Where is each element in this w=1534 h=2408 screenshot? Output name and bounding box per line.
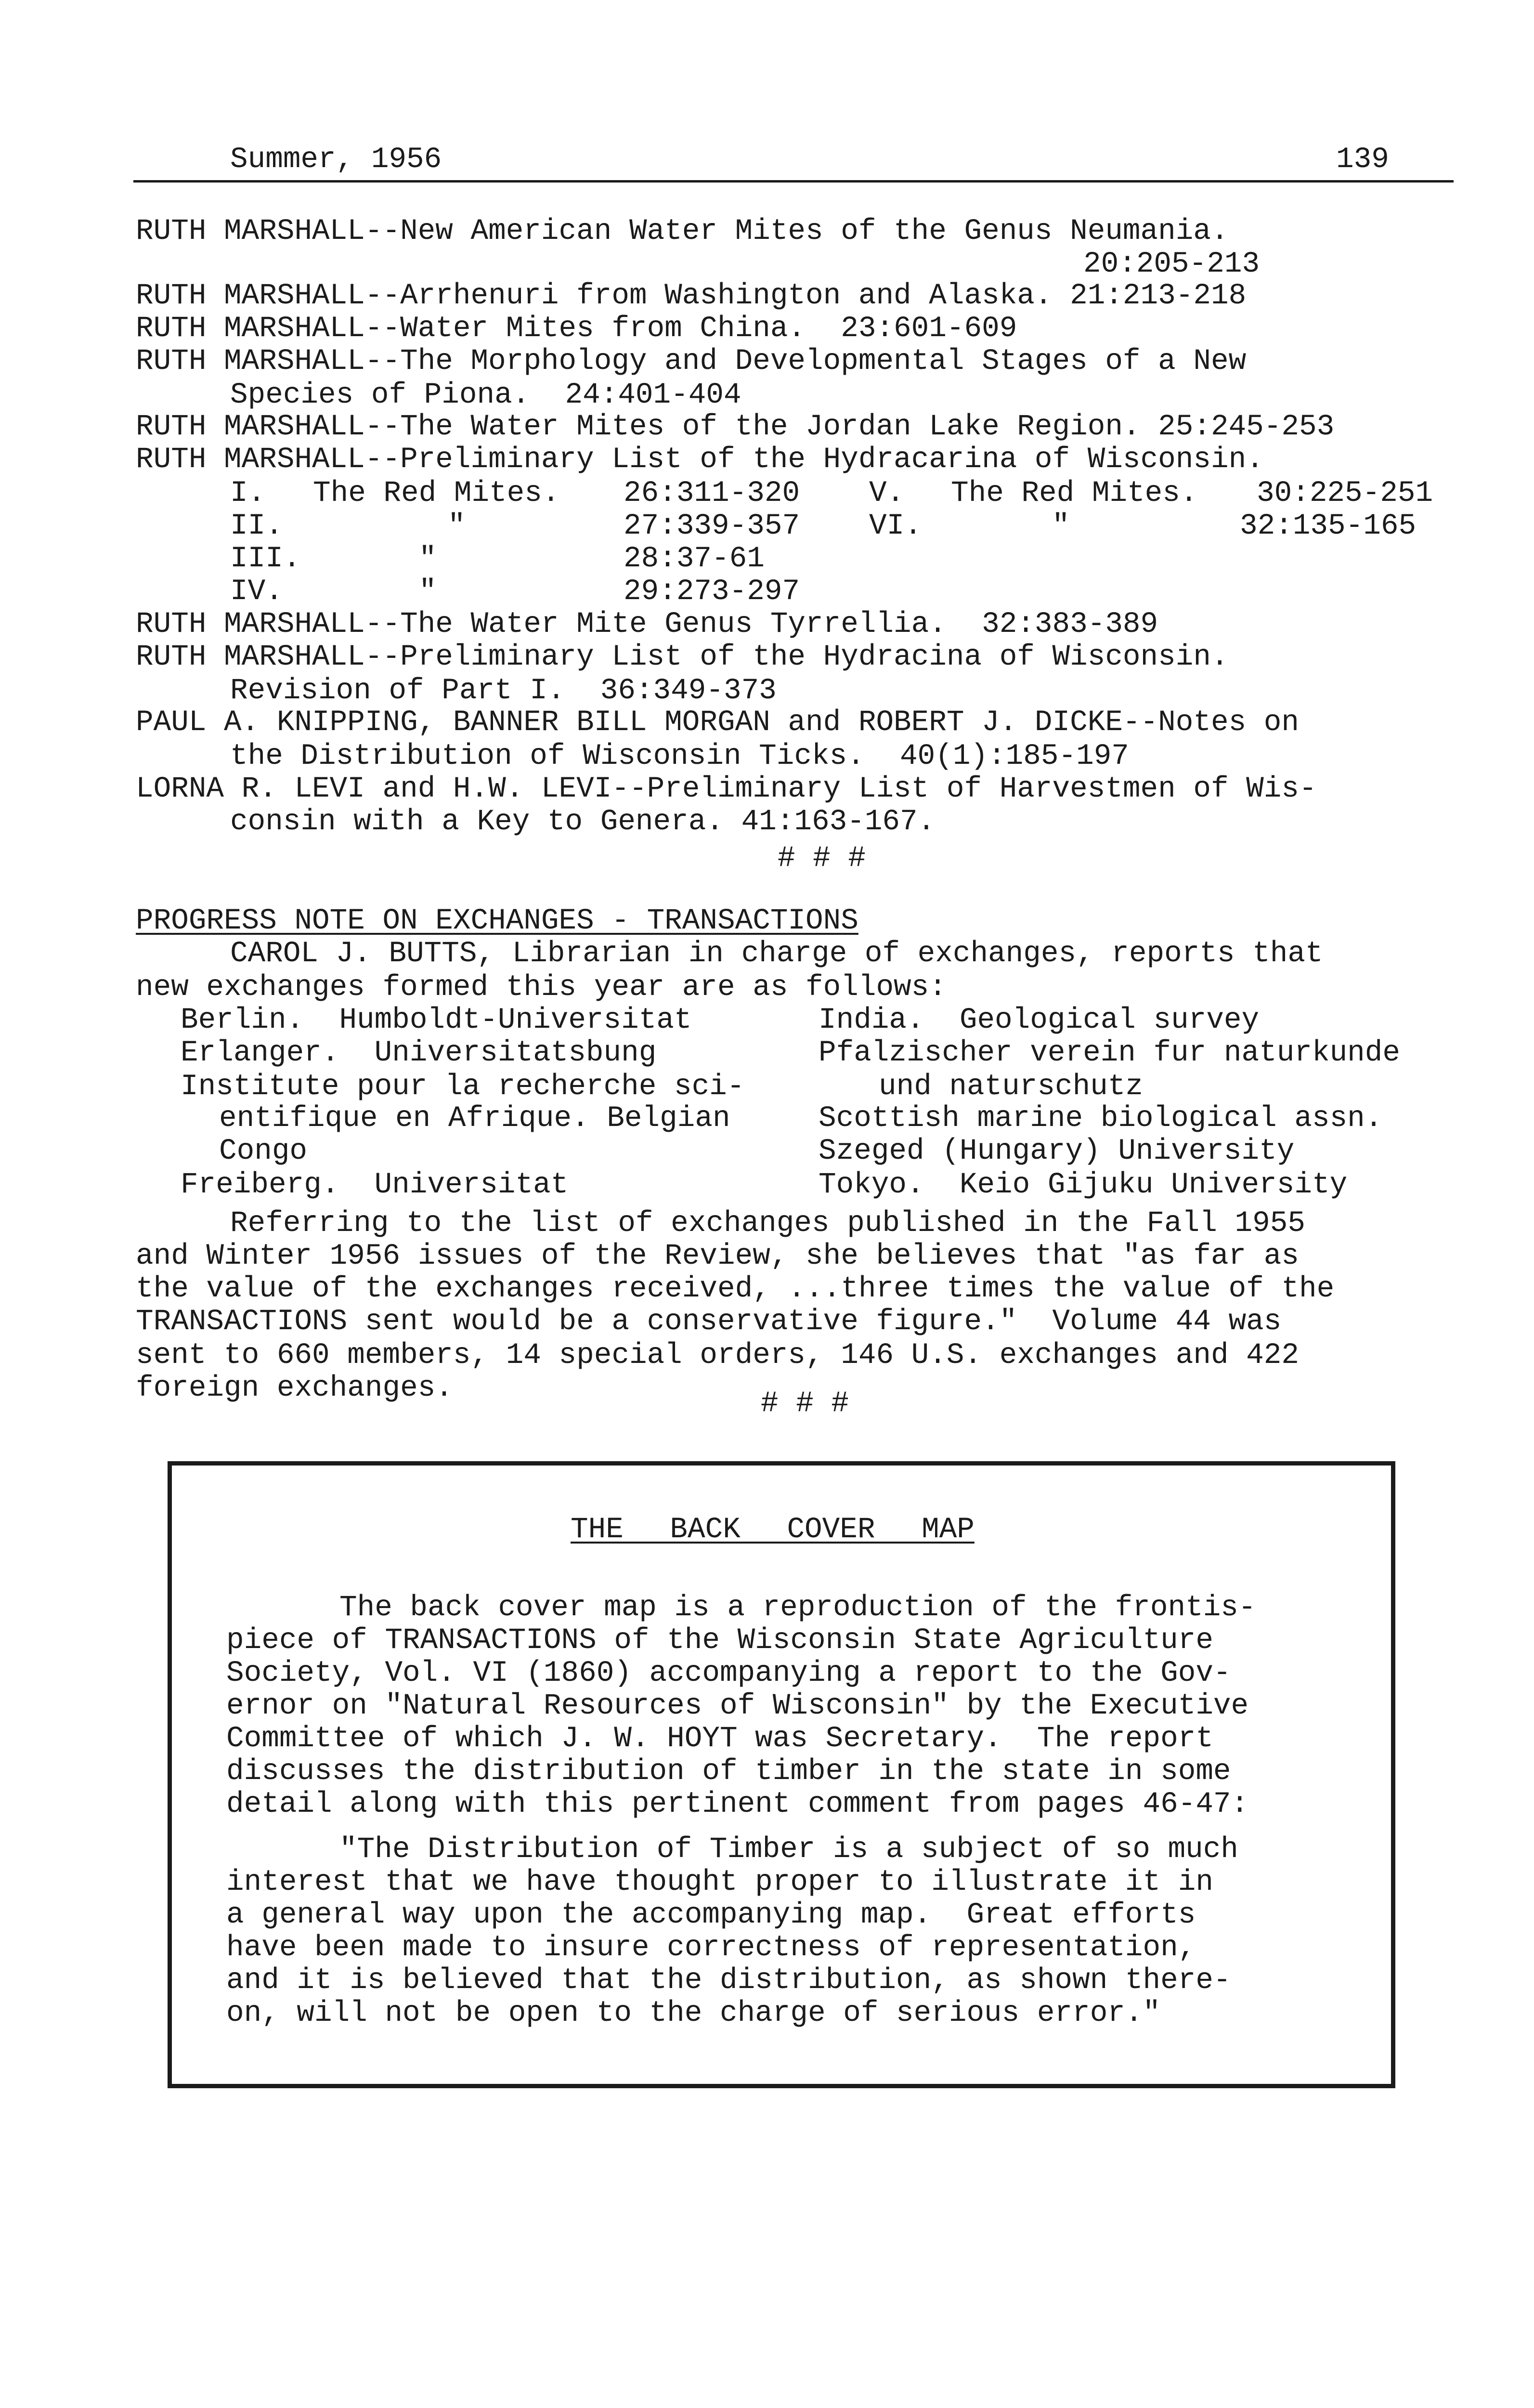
back-cover-quote: on, will not be open to the charge of serious error." [226,1997,1161,2030]
back-cover-quote: interest that we have thought proper to illustrate it in [226,1866,1213,1899]
bib-entry: RUTH MARSHALL--Preliminary List of the Hydracarina of Wisconsin. [136,443,1264,476]
back-cover-paragraph: The back cover map is a reproduction of the frontis- [339,1591,1256,1624]
exchange-item: entifique en Afrique. Belgian [219,1102,730,1135]
page-number: 139 [1336,143,1389,176]
bib-entry: Species of Piona. 24:401-404 [230,379,741,412]
bib-entry: RUTH MARSHALL--The Water Mites of the Jordan Lake Region. 25:245-253 [136,410,1335,444]
bib-entry: RUTH MARSHALL--Arrhenuri from Washington and Alaska. 21:213-218 [136,279,1247,313]
back-cover-quote: a general way upon the accompanying map. Great efforts [226,1898,1196,1932]
back-cover-paragraph: detail along with this pertinent comment from pages 46-47: [226,1788,1249,1821]
part-ref: 32:135-165 [1240,510,1417,543]
part-number: III. [230,542,301,576]
progress-paragraph: TRANSACTIONS sent would be a conservative figure." Volume 44 was [136,1305,1282,1338]
progress-paragraph: sent to 660 members, 14 special orders, 146 U.S. exchanges and 422 [136,1339,1299,1372]
bib-entry: consin with a Key to Genera. 41:163-167. [230,805,936,838]
part-number: V. [869,477,905,510]
exchange-item: Erlanger. Universitatsbung [181,1036,657,1070]
back-cover-paragraph: ernor on "Natural Resources of Wisconsin" by the Executive [226,1689,1249,1723]
part-number: II. [230,510,283,543]
part-number: I. [230,477,266,510]
part-label: " [448,510,466,543]
progress-paragraph: and Winter 1956 issues of the Review, she believes that "as far as [136,1240,1299,1273]
bib-entry: PAUL A. KNIPPING, BANNER BILL MORGAN and ROBERT J. DICKE--Notes on [136,706,1299,739]
back-cover-paragraph: Society, Vol. VI (1860) accompanying a report to the Gov- [226,1657,1231,1690]
progress-paragraph: the value of the exchanges received, ...three times the value of the [136,1272,1335,1306]
exchange-item: Scottish marine biological assn. [819,1102,1383,1135]
part-ref: 27:339-357 [624,510,800,543]
progress-intro: new exchanges formed this year are as follows: [136,971,947,1004]
bib-entry: RUTH MARSHALL--New American Water Mites of the Genus Neumania. [136,215,1229,248]
exchange-item: Institute pour la recherche sci- [181,1070,745,1103]
exchange-item: Szeged (Hungary) University [819,1135,1295,1168]
part-ref: 26:311-320 [624,477,800,510]
part-ref: 30:225-251 [1257,477,1433,510]
back-cover-title: THE BACK COVER MAP [571,1513,975,1546]
back-cover-paragraph: Committee of which J. W. HOYT was Secretary. The report [226,1722,1213,1755]
bib-entry: RUTH MARSHALL--Preliminary List of the Hydracina of Wisconsin. [136,641,1229,674]
progress-paragraph: foreign exchanges. [136,1372,453,1405]
bib-entry: Revision of Part I. 36:349-373 [230,674,777,707]
header-rule [133,180,1454,183]
part-ref: 28:37-61 [624,542,765,576]
back-cover-quote: and it is believed that the distribution, as shown there- [226,1964,1231,1997]
part-label: " [419,542,437,576]
bib-entry: RUTH MARSHALL--The Water Mite Genus Tyrrellia. 32:383-389 [136,608,1158,641]
exchange-item: Berlin. Humboldt-Universitat [181,1004,692,1037]
part-ref: 29:273-297 [624,575,800,608]
exchange-item: Freiberg. Universitat [181,1168,569,1202]
bib-entry: RUTH MARSHALL--Water Mites from China. 23:601-609 [136,312,1017,345]
exchange-item: Tokyo. Keio Gijuku University [819,1168,1348,1202]
exchange-item: und naturschutz [879,1070,1144,1103]
exchange-item: Pfalzischer verein fur naturkunde [819,1036,1400,1070]
running-header: Summer, 1956 [230,143,442,176]
exchange-item: Congo [219,1135,308,1168]
part-label: " [1052,510,1070,543]
bib-entry: 20:205-213 [1083,248,1260,281]
progress-note-title: PROGRESS NOTE ON EXCHANGES - TRANSACTIONS [136,904,858,938]
section-separator: # # # [778,842,866,875]
part-label: The Red Mites. [951,477,1198,510]
part-label: The Red Mites. [313,477,560,510]
back-cover-quote: "The Distribution of Timber is a subject of so much [339,1833,1238,1866]
back-cover-quote: have been made to insure correctness of representation, [226,1931,1196,1964]
progress-paragraph: Referring to the list of exchanges published in the Fall 1955 [230,1207,1305,1240]
part-label: " [419,575,437,608]
part-number: VI. [869,510,922,543]
part-number: IV. [230,575,283,608]
progress-intro: CAROL J. BUTTS, Librarian in charge of exchanges, reports that [230,937,1323,970]
section-separator: # # # [761,1387,849,1420]
bib-entry: the Distribution of Wisconsin Ticks. 40(1):185-197 [230,740,1129,773]
back-cover-paragraph: discusses the distribution of timber in the state in some [226,1755,1231,1788]
bib-entry: LORNA R. LEVI and H.W. LEVI--Preliminary List of Harvestmen of Wis- [136,772,1317,806]
back-cover-paragraph: piece of TRANSACTIONS of the Wisconsin State Agriculture [226,1624,1213,1657]
exchange-item: India. Geological survey [819,1004,1260,1037]
bib-entry: RUTH MARSHALL--The Morphology and Developmental Stages of a New [136,345,1247,378]
